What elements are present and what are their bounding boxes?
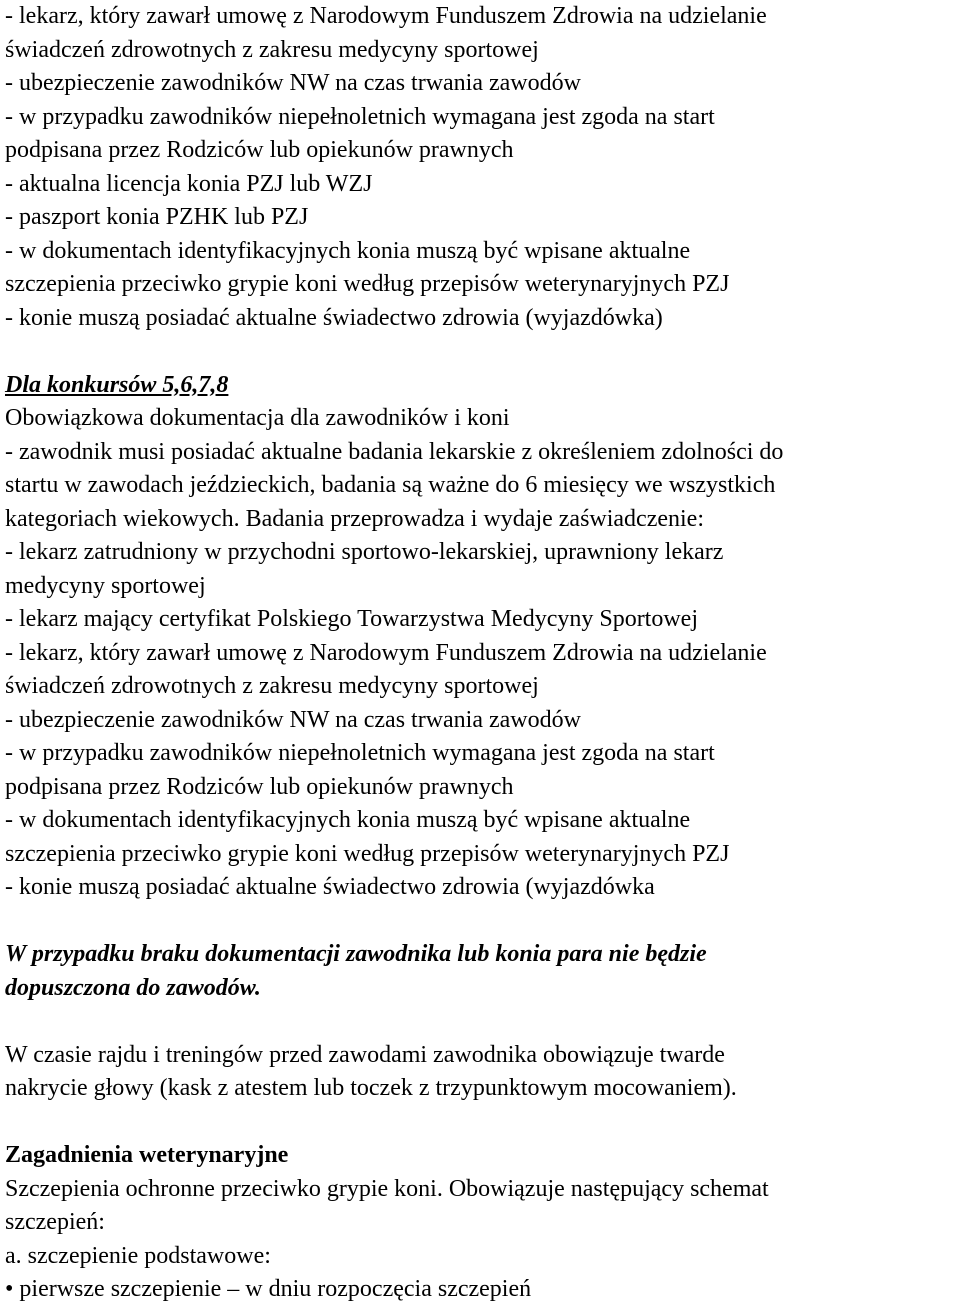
spacer [5, 1005, 960, 1039]
veterinary-paragraph [5, 1173, 960, 1306]
text-line: - aktualna licencja konia PZJ lub WZJ [5, 170, 373, 197]
text-line: szczepień: [5, 1209, 105, 1235]
text-line: świadczeń zdrowotnych z zakresu medycyny sportowej [5, 36, 539, 63]
requirements-list-2 [5, 402, 960, 905]
text-line: szczepienia przeciwko grypie koni według przepisów weterynaryjnych PZJ [5, 840, 730, 867]
text-line: - zawodnik musi posiadać aktualne badania lekarskie z określeniem zdolności do [5, 438, 784, 465]
text-line: podpisana przez Rodziców lub opiekunów prawnych [5, 137, 514, 163]
text-line: - w przypadku zawodników niepełnoletnich wymagana jest zgoda na start [5, 103, 715, 130]
text-line: startu w zawodach jeździeckich, badania są ważne do 6 miesięcy we wszystkich [5, 472, 776, 498]
text-line: - lekarz mający certyfikat Polskiego Towarzystwa Medycyny Sportowej [5, 606, 698, 632]
text-line: Obowiązkowa dokumentacja dla zawodników i koni [5, 405, 510, 431]
spacer [5, 1106, 960, 1140]
text-line: - lekarz zatrudniony w przychodni sportowo-lekarskiej, uprawniony lekarz [5, 539, 724, 565]
text-line: świadczeń zdrowotnych z zakresu medycyny sportowej [5, 673, 539, 699]
text-line: szczepienia przeciwko grypie koni według przepisów weterynaryjnych PZJ [5, 271, 730, 297]
requirements-list-1 [5, 0, 960, 335]
text-line: - ubezpieczenie zawodników NW na czas trwania zawodów [5, 706, 581, 733]
text-line: kategoriach wiekowych. Badania przeprowadza i wydaje zaświadczenie: [5, 505, 704, 532]
spacer [5, 905, 960, 939]
text-line: medycyny sportowej [5, 572, 206, 599]
warning-line: W przypadku braku dokumentacji zawodnika lub konia para nie będzie [5, 941, 707, 967]
text-line: W czasie rajdu i treningów przed zawodami zawodnika obowiązuje twarde [5, 1041, 725, 1068]
spacer [5, 335, 960, 369]
text-line: podpisana przez Rodziców lub opiekunów prawnych [5, 773, 514, 800]
section-heading-veterinary: Zagadnienia weterynaryjne [5, 1142, 289, 1168]
text-line: - paszport konia PZHK lub PZJ [5, 204, 309, 230]
list-item: • pierwsze szczepienie – w dniu rozpoczęcia szczepień [5, 1276, 532, 1302]
warning-line: dopuszczona do zawodów. [5, 974, 261, 1001]
text-line: - konie muszą posiadać aktualne świadectwo zdrowia (wyjazdówka [5, 874, 655, 900]
text-line: Szczepienia ochronne przeciwko grypie koni. Obowiązuje następujący schemat [5, 1175, 769, 1202]
section-heading-contests: Dla konkursów 5,6,7,8 [5, 371, 229, 398]
text-line: - w dokumentach identyfikacyjnych konia muszą być wpisane aktualne [5, 237, 691, 264]
warning-paragraph [5, 938, 960, 1005]
text-line: a. szczepienie podstawowe: [5, 1242, 271, 1269]
text-line: - ubezpieczenie zawodników NW na czas trwania zawodów [5, 70, 581, 96]
text-line: - w dokumentach identyfikacyjnych konia muszą być wpisane aktualne [5, 807, 691, 833]
helmet-paragraph [5, 1039, 960, 1106]
text-line: nakrycie głowy (kask z atestem lub toczek z trzypunktowym mocowaniem). [5, 1075, 737, 1101]
text-line: - lekarz, który zawarł umowę z Narodowym Funduszem Zdrowia na udzielanie [5, 639, 767, 666]
text-line: - konie muszą posiadać aktualne świadectwo zdrowia (wyjazdówka) [5, 304, 663, 331]
text-line: - lekarz, który zawarł umowę z Narodowym Funduszem Zdrowia na udzielanie [5, 3, 767, 29]
text-line: - w przypadku zawodników niepełnoletnich wymagana jest zgoda na start [5, 740, 715, 766]
